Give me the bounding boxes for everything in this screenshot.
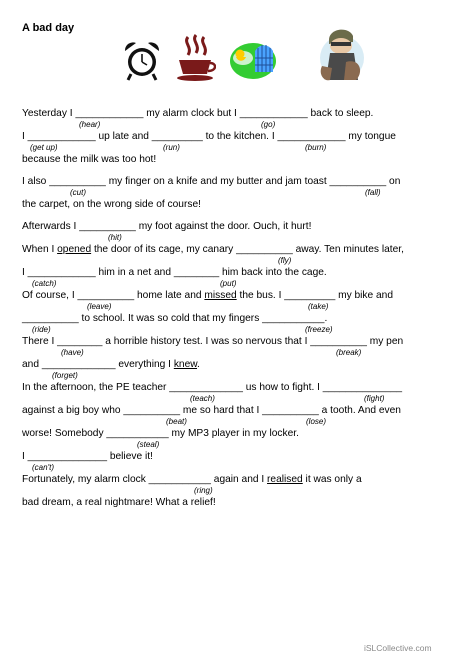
verb-hint-row [22,394,462,404]
verb-hint-row [22,348,462,358]
exercise-text [22,107,462,509]
sentence-line: I ____________ him in a net and ________ him back into the cage. [22,267,327,278]
answer-blank[interactable]: __________ [123,405,181,416]
answer-blank[interactable]: ______________ [322,382,403,393]
sentence-line: against a big boy who __________ me so hard that I __________ a tooth. And even [22,405,401,416]
sentence-line: I also __________ my finger on a knife and my butter and jam toast __________ on [22,176,401,187]
sentence-line: worse! Somebody ___________ my MP3 player in my locker. [22,428,299,439]
answer-blank[interactable]: __________ [22,313,79,324]
verb-hint-row [22,279,462,289]
verb-hint: (fall) [365,188,381,197]
alarm-clock-icon [122,40,162,82]
bird-in-cage-icon [228,36,278,82]
verb-hint: (fight) [364,394,385,403]
answer-blank[interactable]: ___________ [262,313,325,324]
sentence-line: __________ to school. It was so cold that my fingers ___________. [22,313,328,324]
answer-blank[interactable]: ________ [173,267,220,278]
answer-blank[interactable]: __________ [236,244,293,255]
page-title: A bad day [22,22,75,34]
verb-hint-row [22,302,462,312]
verb-hint: (teach) [190,394,215,403]
verb-hint: (beat) [166,417,187,426]
verb-hint: (fly) [278,256,292,265]
hot-drink-icon [174,33,216,83]
verb-hint-row [22,440,462,450]
verb-hint-row [22,463,462,473]
burglar-icon [316,22,366,88]
answer-blank[interactable]: ______________ [27,451,107,462]
answer-blank[interactable]: ___________ [106,428,169,439]
verb-hint-row [22,486,462,496]
verb-hint: (run) [163,143,180,152]
verb-hint-row [22,143,462,153]
verb-hint: (break) [336,348,362,357]
verb-hint: (hit) [108,233,122,242]
answer-blank[interactable]: ____________ [27,267,96,278]
verb-hint-row [22,233,462,243]
verb-hint-row [22,417,462,427]
verb-hint-row [22,188,462,198]
answer-blank[interactable]: __________ [49,176,106,187]
answer-blank[interactable]: _________ [284,290,336,301]
verb-hint: (go) [261,120,276,129]
answer-blank[interactable]: __________ [262,405,319,416]
verb-hint: (get up) [30,143,58,152]
sentence-line: When I opened the door of its cage, my canary __________ away. Ten minutes later, [22,244,404,255]
verb-hint: (forget) [52,371,78,380]
verb-hint: (burn) [305,143,327,152]
verb-hint: (have) [61,348,84,357]
illustrations-row [0,0,474,100]
verb-hint-row [22,256,462,266]
answer-blank[interactable]: ____________ [277,131,346,142]
sentence-line: because the milk was too hot! [22,154,157,165]
answer-blank[interactable]: ____________ [239,108,308,119]
answer-blank[interactable]: ____________ [27,131,96,142]
sentence-line: the carpet, on the wrong side of course! [22,199,201,210]
sentence-line: There I ________ a horrible history test. I was so nervous that I __________ my pen [22,336,404,347]
answer-blank[interactable]: __________ [79,221,136,232]
sentence-line: Yesterday I ____________ my alarm clock but I ____________ back to sleep. [22,108,374,119]
verb-hint: (catch) [32,279,57,288]
answer-blank[interactable]: _________ [151,131,203,142]
verb-hint: (hear) [79,120,101,129]
sentence-line: and _____________ everything I knew. [22,359,200,370]
sentence-line: In the afternoon, the PE teacher _____________ us how to fight. I ______________ [22,382,403,393]
verb-hint: (freeze) [305,325,333,334]
verb-hint: (ride) [32,325,51,334]
sentence-line: Fortunately, my alarm clock ___________ again and I realised it was only a [22,474,362,485]
sentence-line: Of course, I __________ home late and missed the bus. I _________ my bike and [22,290,394,301]
verb-hint: (put) [220,279,237,288]
sentence-line: I ____________ up late and _________ to the kitchen. I ____________ my tongue [22,131,396,142]
verb-hint-row [22,120,462,130]
verb-hint: (leave) [87,302,112,311]
verb-hint: (take) [308,302,329,311]
answer-blank[interactable]: ___________ [148,474,211,485]
verb-hint: (ring) [194,486,213,495]
answer-blank[interactable]: ____________ [75,108,144,119]
footer-watermark: iSLCollective.com [364,643,432,653]
verb-hint: (can't) [32,463,54,472]
answer-blank[interactable]: ________ [57,336,103,347]
answer-blank[interactable]: __________ [310,336,367,347]
verb-hint: (cut) [70,188,86,197]
answer-blank[interactable]: __________ [329,176,387,187]
answer-blank[interactable]: _____________ [41,359,116,370]
answer-blank[interactable]: _____________ [169,382,243,393]
answer-blank[interactable]: __________ [77,290,135,301]
sentence-line: bad dream, a real nightmare! What a relief! [22,497,216,508]
sentence-line: Afterwards I __________ my foot against the door. Ouch, it hurt! [22,221,312,232]
verb-hint: (steal) [137,440,160,449]
sentence-line: I ______________ believe it! [22,451,153,462]
verb-hint: (lose) [306,417,327,426]
verb-hint-row [22,325,462,335]
verb-hint-row [22,371,462,381]
